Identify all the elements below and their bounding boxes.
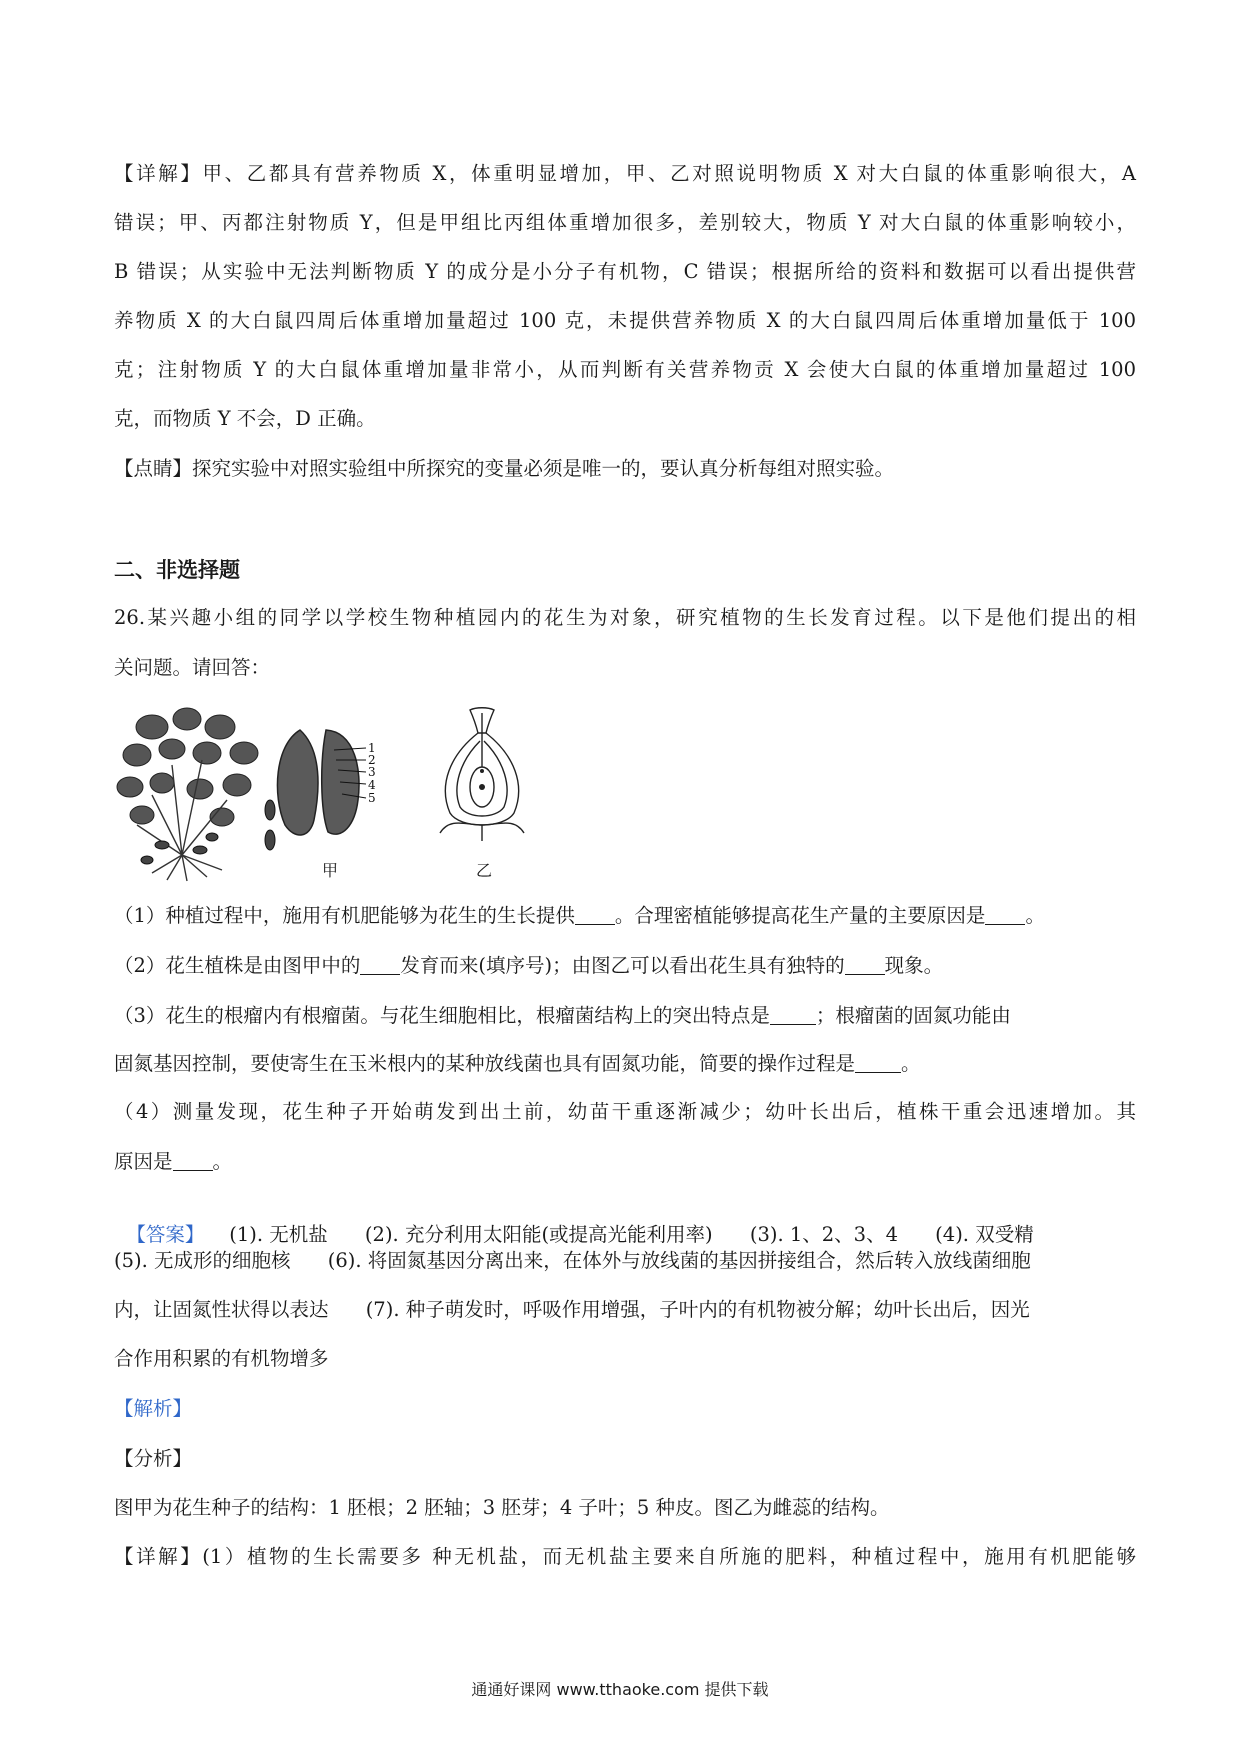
dianjing-text: 【点睛】探究实验中对照实验组中所探究的变量必须是唯一的，要认真分析每组对照实验。	[114, 457, 895, 480]
answer-line-3: 内，让固氮性状得以表达 (7). 种子萌发时，呼吸作用增强，子叶内的有机物被分解；幼叶长出后，因光	[114, 1298, 1030, 1321]
detail2-line: 【详解】(1）植物的生长需要多 种无机盐，而无机盐主要来自所施的肥料，种植过程中，施用有机肥能够	[114, 1545, 1136, 1568]
analysis-label: 【解析】	[114, 1397, 193, 1420]
sub-question-4-line-1: （4）测量发现，花生种子开始萌发到出土前，幼苗干重逐渐减少；幼叶长出后，植株干重会迅速增加。其	[114, 1100, 1136, 1123]
footer-text: 通通好课网 www.tthaoke.com 提供下载	[471, 1680, 769, 1699]
figure-label-yi: 乙	[476, 861, 493, 880]
detail-line-1: 【详解】甲、乙都具有营养物质 X，体重明显增加，甲、乙对照说明物质 X 对大白鼠的体重影响很大，A	[114, 162, 1136, 185]
sub-question-3-line-1: （3）花生的根瘤内有根瘤菌。与花生细胞相比，根瘤菌结构上的突出特点是 ；根瘤菌的固氮功能由	[114, 1004, 1011, 1027]
blank	[360, 955, 400, 976]
detail-line-5: 克；注射物质 Y 的大白鼠体重增加量非常小，从而判断有关营养物贡 X 会使大白鼠的体重增加量超过 100	[114, 358, 1136, 381]
detail-line-2: 错误；甲、丙都注射物质 Y，但是甲组比丙组体重增加很多，差别较大，物质 Y 对大白鼠的体重影响较小，	[114, 211, 1136, 234]
sub-question-3-line-2: 固氮基因控制，要使寄生在玉米根内的某种放线菌也具有固氮功能，简要的操作过程是 。	[114, 1052, 921, 1075]
section-title: 二、非选择题	[114, 558, 240, 582]
blank	[845, 955, 885, 976]
seed-number-4: 4	[368, 778, 376, 792]
peanut-plant-figure	[112, 705, 282, 883]
answer-label: 【答案】	[126, 1223, 205, 1246]
peanut-seed-figure	[270, 720, 390, 850]
sub-question-2: （2）花生植株是由图甲中的 发育而来(填序号)；由图乙可以看出花生具有独特的 现象。	[114, 954, 944, 977]
seed-number-3: 3	[368, 765, 376, 779]
q26-line-1: 26.某兴趣小组的同学以学校生物种植园内的花生为对象，研究植物的生长发育过程。以下是他们提出的相	[114, 606, 1136, 629]
detail-line-3: B 错误；从实验中无法判断物质 Y 的成分是小分子有机物，C 错误；根据所给的资料和数据可以看出提供营	[114, 260, 1136, 283]
blank	[855, 1053, 901, 1074]
blank	[985, 905, 1025, 926]
blank	[575, 905, 615, 926]
blank	[173, 1151, 213, 1172]
answer-line-4: 合作用积累的有机物增多	[114, 1347, 329, 1370]
detail-line-4: 养物质 X 的大白鼠四周后体重增加量超过 100 克，未提供营养物质 X 的大白鼠四周后体重增加量低于 100	[114, 309, 1136, 332]
seed-number-5: 5	[368, 791, 376, 805]
figure-label-jia: 甲	[322, 861, 339, 880]
sub-question-1: （1）种植过程中，施用有机肥能够为花生的生长提供 。合理密植能够提高花生产量的主要原因是 。	[114, 904, 1045, 927]
pistil-figure	[430, 705, 540, 845]
fenxi-label: 【分析】	[114, 1447, 193, 1470]
answer-line-1: 【答案】 (1). 无机盐 (2). 充分利用太阳能(或提高光能利用率) (3). 1、2、3、4 (4). 双受精	[126, 1223, 1034, 1246]
detail-line-6: 克，而物质 Y 不会，D 正确。	[114, 407, 376, 430]
fenxi-text: 图甲为花生种子的结构：1 胚根；2 胚轴；3 胚芽；4 子叶；5 种皮。图乙为雌蕊的结构。	[114, 1496, 890, 1519]
sub-question-4-line-2: 原因是 。	[114, 1150, 233, 1173]
blank	[770, 1005, 816, 1026]
seed-number-2: 2	[368, 753, 376, 767]
q26-line-2: 关问题。请回答：	[114, 656, 271, 679]
seed-number-1: 1	[368, 741, 376, 755]
answer-line-2: (5). 无成形的细胞核 (6). 将固氮基因分离出来，在体外与放线菌的基因拼接组合，然后转入放线菌细胞	[114, 1249, 1031, 1272]
